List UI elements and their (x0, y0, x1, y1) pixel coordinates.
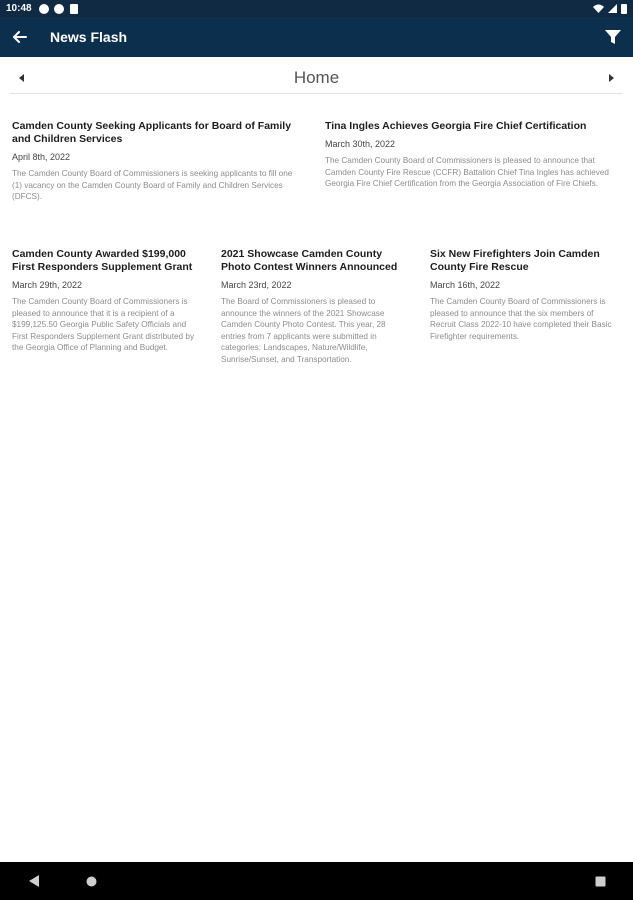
page-title: News Flash (50, 29, 128, 45)
news-item[interactable] (430, 248, 620, 342)
square-recents-icon (595, 876, 606, 887)
news-date: March 16th, 2022 (430, 280, 501, 290)
arrow-left-icon (13, 31, 27, 43)
system-back-button[interactable] (14, 862, 54, 900)
system-nav-bar (0, 862, 633, 900)
status-bar (0, 0, 633, 17)
notification-icon (39, 4, 49, 14)
news-summary: The Camden County Board of Commissioners is seeking applicants to fill one (1) vacancy on the Camden County Board of Family and Children Services (DFCS). (12, 169, 293, 202)
system-home-button[interactable] (71, 862, 111, 900)
news-title[interactable]: 2021 Showcase Camden County Photo Contest Winners Announced (221, 248, 398, 273)
news-date: March 23rd, 2022 (221, 280, 292, 290)
triangle-back-icon (29, 875, 39, 887)
news-summary: The Camden County Board of Commissioners is pleased to announce that Camden County Fire Rescue (CCFR) Battalion Chief Tina Ingles has achieved Georgia Fire Chief Certification from the Georgia Association of Fire Chiefs. (325, 156, 609, 189)
clipboard-icon (69, 4, 79, 14)
category-nav (10, 62, 623, 94)
category-title: Home (293, 67, 340, 87)
previous-category-button[interactable] (10, 64, 34, 92)
app-bar (0, 17, 633, 57)
wifi-icon (593, 4, 604, 13)
news-date: March 29th, 2022 (12, 280, 83, 290)
back-button[interactable] (0, 17, 40, 57)
news-summary: The Camden County Board of Commissioners is pleased to announce that the six members of Recruit Class 2022-10 have completed their Basic Firefighter requirements. (430, 297, 612, 341)
news-title[interactable]: Camden County Awarded $199,000 First Responders Supplement Grant (12, 248, 193, 273)
news-item[interactable] (12, 120, 302, 203)
status-time: 10:48 (6, 3, 32, 14)
chevron-right-icon (608, 74, 614, 82)
news-item[interactable] (221, 248, 411, 366)
news-item[interactable] (325, 120, 615, 190)
battery-icon (621, 4, 627, 14)
news-title[interactable]: Tina Ingles Achieves Georgia Fire Chief Certification (325, 120, 587, 132)
signal-icon (608, 4, 617, 13)
news-title[interactable]: Six New Firefighters Join Camden County Fire Rescue (430, 248, 600, 273)
system-recents-button[interactable] (580, 862, 620, 900)
news-summary: The Board of Commissioners is pleased to announce the winners of the 2021 Showcase Camden County Photo Contest. This year, 28 entries from 7 applicants were submitted in categories: Landscapes, Nature/Wildlife, Sunrise/Sunset, and Transportation. (221, 297, 386, 364)
news-summary: The Camden County Board of Commissioners is pleased to announce that it is a recipient of a $199,125.50 Georgia Public Safety Officials and First Responders Supplement Grant distributed by the Georgia Office of Planning and Budget. (12, 297, 195, 353)
filter-icon (605, 30, 621, 44)
chevron-left-icon (19, 74, 25, 82)
news-item[interactable] (12, 248, 200, 354)
notification-icon (54, 4, 64, 14)
filter-button[interactable] (593, 17, 633, 57)
next-category-button[interactable] (599, 64, 623, 92)
news-date: March 30th, 2022 (325, 139, 396, 149)
news-title[interactable]: Camden County Seeking Applicants for Board of Family and Children Services (12, 120, 292, 145)
news-date: April 8th, 2022 (12, 152, 71, 162)
circle-home-icon (86, 876, 97, 887)
